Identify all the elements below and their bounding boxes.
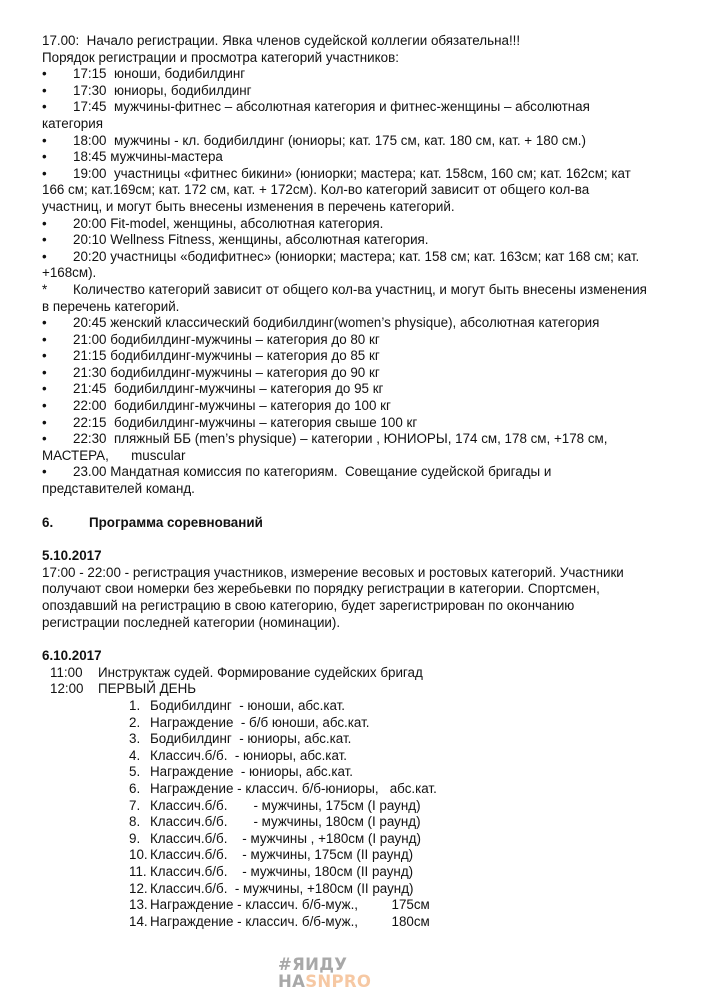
schedule-row: [42, 681, 692, 698]
program-item-text: Бодибилдинг - юноши, абс.кат.: [150, 697, 345, 713]
list-item-text: 20:10 Wellness Fitness, женщины, абсолютная категория.: [73, 232, 429, 248]
list-item: [42, 166, 692, 183]
list-item-text: 23.00 Мандатная комиссия по категориям. Совещание судейской бригады и: [73, 464, 552, 480]
list-item-text: 22:00 бодибилдинг-мужчины – категория до 100 кг: [73, 398, 391, 414]
section-heading: [42, 515, 692, 532]
list-item-text: 17:15 юноши, бодибилдинг: [73, 66, 246, 82]
list-item: [42, 249, 692, 266]
section-title: Программа соревнований: [89, 514, 263, 530]
bullet-marker: •: [42, 414, 47, 430]
day1-paragraph: [42, 565, 692, 631]
bullet-marker: •: [42, 232, 47, 248]
bullet-marker: •: [42, 66, 47, 82]
program-item: [129, 798, 692, 815]
list-item-continuation: в перечень категорий.: [42, 298, 180, 314]
program-item-number: 5.: [129, 764, 141, 780]
list-item-text: 21:00 бодибилдинг-мужчины – категория до 80 кг: [73, 331, 380, 347]
program-item-number: 14.: [129, 913, 148, 929]
list-item-text: 21:45 бодибилдинг-мужчины – категория до 95 кг: [73, 381, 384, 397]
program-item: [129, 764, 692, 781]
program-item: [129, 897, 692, 914]
program-item-number: 9.: [129, 830, 141, 846]
list-item-continuation: 166 см; кат.169см; кат. 172 см, кат. + 172см). Кол-во категорий зависит от общего кол-ва: [42, 182, 590, 198]
bullet-marker: •: [42, 149, 47, 165]
list-item-text: 17:30 юниоры, бодибилдинг: [73, 82, 252, 98]
paragraph-line: получают свои номерки без жеребьевки по порядку регистрации в категории. Спортсмен,: [42, 581, 600, 597]
program-item-number: 12.: [129, 880, 148, 896]
list-item-text: 18:45 мужчины-мастера: [73, 149, 223, 165]
program-item-number: 3.: [129, 731, 141, 747]
list-item-text: 21:15 бодибилдинг-мужчины – категория до 85 кг: [73, 348, 380, 364]
document-page: [42, 33, 692, 930]
program-item-number: 6.: [129, 780, 141, 796]
list-item: [42, 365, 692, 382]
schedule-time: 12:00: [50, 681, 84, 697]
paragraph-line: 17:00 - 22:00 - регистрация участников, измерение весовых и ростовых категорий. Участники: [42, 564, 624, 580]
list-item: [42, 99, 692, 116]
program-item-text: Классич.б/б. - мужчины, 180см (I раунд): [150, 814, 421, 830]
list-item: [42, 464, 692, 481]
program-item-text: Награждение - б/б юноши, абс.кат.: [150, 714, 370, 730]
list-item: [42, 315, 692, 332]
list-item-text: 19:00 участницы «фитнес бикини» (юниорки; мастера; кат. 158см, 160 см; кат. 162см; кат: [73, 165, 631, 181]
program-item-text: Классич.б/б. - мужчины, 180см (II раунд): [150, 863, 414, 879]
day2-schedule: [42, 665, 692, 698]
intro-line: Порядок регистрации и просмотра категорий участников:: [42, 49, 399, 65]
bullet-marker: •: [42, 315, 47, 331]
bullet-marker: •: [42, 331, 47, 347]
list-item: [42, 216, 692, 233]
schedule-text: ПЕРВЫЙ ДЕНЬ: [98, 681, 197, 697]
list-item-continuation: МАСТЕРА, muscular: [42, 447, 186, 463]
program-item-number: 2.: [129, 714, 141, 730]
list-item: [42, 66, 692, 83]
list-item: [42, 398, 692, 415]
list-item-continuation: участниц, и могут быть внесены изменения в перечень категорий.: [42, 198, 455, 214]
bullet-marker: •: [42, 464, 47, 480]
bullet-marker: •: [42, 364, 47, 380]
bullet-marker: •: [42, 431, 47, 447]
list-item: [42, 282, 692, 299]
program-item-number: 7.: [129, 797, 141, 813]
program-item: [129, 781, 692, 798]
program-item: [129, 914, 692, 931]
watermark-line-2: [278, 973, 371, 990]
bullet-marker: •: [42, 165, 47, 181]
watermark-line-1: #ЯИДУ: [278, 955, 348, 974]
list-item-text: 22:30 пляжный ББ (men’s physique) – категории , ЮНИОРЫ, 174 см, 178 см, +178 см,: [73, 431, 608, 447]
bullet-marker: •: [42, 215, 47, 231]
program-item-number: 8.: [129, 814, 141, 830]
date-heading: 5.10.2017: [42, 548, 102, 564]
list-item-continuation: +168см).: [42, 265, 97, 281]
list-item-continuation: представителей команд.: [42, 481, 195, 497]
bullet-marker: •: [42, 99, 47, 115]
watermark-logo: [278, 956, 371, 990]
asterisk-marker: *: [42, 281, 48, 297]
list-item-text: 20:45 женский классический бодибилдинг(women’s physique), абсолютная категория: [73, 315, 600, 331]
list-item: [42, 232, 692, 249]
bullet-marker: •: [42, 348, 47, 364]
date-heading: 6.10.2017: [42, 648, 102, 664]
list-item: [42, 431, 692, 448]
program-item-number: 13.: [129, 897, 148, 913]
program-item-text: Бодибилдинг - юниоры, абс.кат.: [150, 731, 352, 747]
bullet-marker: •: [42, 82, 47, 98]
program-item-text: Классич.б/б. - юниоры, абс.кат.: [150, 747, 347, 763]
bullet-marker: •: [42, 248, 47, 264]
schedule-row: [42, 665, 692, 682]
list-item-continuation: категория: [42, 115, 103, 131]
program-item-text: Классич.б/б. - мужчины , +180см (I раунд): [150, 830, 421, 846]
program-item-number: 10.: [129, 847, 148, 863]
program-item-text: Классич.б/б. - мужчины, 175см (II раунд): [150, 847, 414, 863]
list-item-text: 22:15 бодибилдинг-мужчины – категория свыше 100 кг: [73, 414, 418, 430]
bullet-marker: •: [42, 381, 47, 397]
list-item-text: Количество категорий зависит от общего кол-ва участниц, и могут быть внесены изменения: [73, 281, 647, 297]
program-item-text: Награждение - юниоры, абс.кат.: [150, 764, 353, 780]
registration-order-list: [42, 66, 692, 497]
watermark-snpro: SNPRO: [305, 972, 372, 991]
list-item: [42, 381, 692, 398]
schedule-time: 11:00: [50, 664, 83, 680]
watermark-na: НА: [278, 972, 306, 991]
program-item: [129, 731, 692, 748]
program-item-text: Классич.б/б. - мужчины, +180см (II раунд): [150, 880, 414, 896]
program-list: [42, 698, 692, 930]
program-item-text: Награждение - классич. б/б-муж., 175см: [150, 897, 430, 913]
program-item: [129, 715, 692, 732]
list-item: [42, 332, 692, 349]
intro-line: 17.00: Начало регистрации. Явка членов судейской коллегии обязательна!!!: [42, 33, 521, 48]
bullet-marker: •: [42, 132, 47, 148]
program-item-number: 11.: [129, 863, 147, 879]
paragraph-line: регистрации последней категории (номинации).: [42, 614, 341, 630]
program-item: [129, 864, 692, 881]
list-item-text: 20:20 участницы «бодифитнес» (юниорки; мастера; кат. 158 см; кат. 163см; кат 168 см; кат.: [73, 248, 640, 264]
paragraph-line: опоздавший на регистрацию в свою категорию, будет зарегистрирован по окончанию: [42, 598, 575, 613]
program-item: [129, 698, 692, 715]
program-item-number: 1.: [129, 697, 141, 713]
list-item-text: 21:30 бодибилдинг-мужчины – категория до 90 кг: [73, 364, 380, 380]
program-item: [129, 814, 692, 831]
schedule-text: Инструктаж судей. Формирование судейских бригад: [98, 664, 423, 680]
section-number: 6.: [42, 514, 54, 530]
program-item-number: 4.: [129, 747, 141, 763]
list-item-text: 17:45 мужчины-фитнес – абсолютная категория и фитнес-женщины – абсолютная: [73, 99, 590, 115]
list-item: [42, 348, 692, 365]
list-item: [42, 415, 692, 432]
program-item-text: Награждение - классич. б/б-юниоры, абс.кат.: [150, 780, 437, 796]
program-item-text: Классич.б/б. - мужчины, 175см (I раунд): [150, 797, 421, 813]
program-item: [129, 831, 692, 848]
program-item: [129, 881, 692, 898]
program-item: [129, 748, 692, 765]
program-item-text: Награждение - классич. б/б-муж., 180см: [150, 913, 430, 929]
bullet-marker: •: [42, 398, 47, 414]
list-item: [42, 149, 692, 166]
list-item: [42, 133, 692, 150]
program-item: [129, 847, 692, 864]
list-item-text: 18:00 мужчины - кл. бодибилдинг (юниоры; кат. 175 см, кат. 180 см, кат. + 180 см.): [73, 132, 586, 148]
list-item: [42, 83, 692, 100]
list-item-text: 20:00 Fit-model, женщины, абсолютная категория.: [73, 215, 384, 231]
